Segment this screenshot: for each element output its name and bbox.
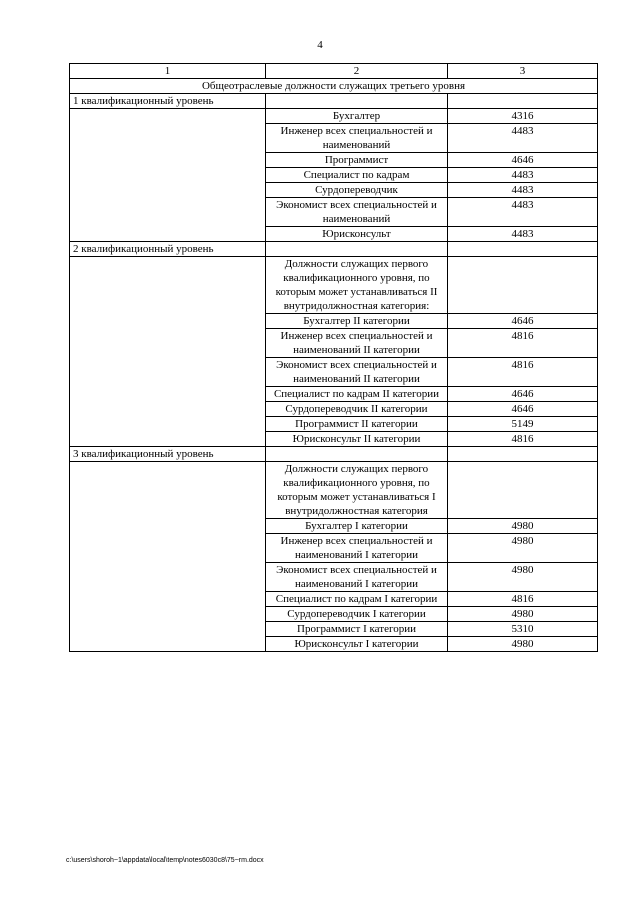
- section-row: [70, 79, 598, 94]
- position-name: Специалист по кадрам II категории: [266, 387, 448, 402]
- position-name: Программист I категории: [266, 622, 448, 637]
- empty-cell: [266, 447, 448, 462]
- position-name: Сурдопереводчик I категории: [266, 607, 448, 622]
- level-blank-cell: [70, 257, 266, 447]
- position-name: Должности служащих первого квалификационного уровня, по которым может устанавливаться II внутридолжностная категория:: [266, 257, 448, 314]
- salary-value: 4646: [448, 314, 598, 329]
- position-name: Инженер всех специальностей и наименований I категории: [266, 534, 448, 563]
- position-name: Юрисконсульт I категории: [266, 637, 448, 652]
- position-name: Сурдопереводчик: [266, 183, 448, 198]
- position-name: Юрисконсульт II категории: [266, 432, 448, 447]
- section-title: Общеотраслевые должности служащих третьего уровня: [70, 79, 598, 94]
- level-blank-cell: [70, 109, 266, 242]
- table-row: [70, 257, 598, 314]
- level-title: 3 квалификационный уровень: [70, 447, 266, 462]
- salary-value: 4646: [448, 153, 598, 168]
- salary-value: 4646: [448, 402, 598, 417]
- salary-value: 4980: [448, 607, 598, 622]
- file-path-footer: c:\users\shoroh~1\appdata\local\temp\notes6030c8\75~rm.docx: [66, 857, 264, 864]
- salary-value: [448, 462, 598, 519]
- salary-value: 4980: [448, 534, 598, 563]
- salary-value: 4980: [448, 563, 598, 592]
- position-name: Бухгалтер II категории: [266, 314, 448, 329]
- position-name: Экономист всех специальностей и наименований I категории: [266, 563, 448, 592]
- position-name: Инженер всех специальностей и наименований II категории: [266, 329, 448, 358]
- salary-value: 4646: [448, 387, 598, 402]
- salary-value: 4316: [448, 109, 598, 124]
- salary-value: 4980: [448, 519, 598, 534]
- position-name: Инженер всех специальностей и наименований: [266, 124, 448, 153]
- position-name: Бухгалтер I категории: [266, 519, 448, 534]
- salary-value: 4816: [448, 432, 598, 447]
- salary-value: 5310: [448, 622, 598, 637]
- position-name: Программист: [266, 153, 448, 168]
- empty-cell: [266, 94, 448, 109]
- position-name: Сурдопереводчик II категории: [266, 402, 448, 417]
- empty-cell: [448, 447, 598, 462]
- column-header-2: 2: [266, 64, 448, 79]
- empty-cell: [448, 94, 598, 109]
- salary-value: 4980: [448, 637, 598, 652]
- table-row: [70, 109, 598, 124]
- salary-table: [69, 63, 598, 652]
- level-title: 2 квалификационный уровень: [70, 242, 266, 257]
- position-name: Должности служащих первого квалификационного уровня, по которым может устанавливаться I внутридолжностная категория: [266, 462, 448, 519]
- header-row: [70, 64, 598, 79]
- salary-value: 4816: [448, 358, 598, 387]
- empty-cell: [448, 242, 598, 257]
- position-name: Программист II категории: [266, 417, 448, 432]
- salary-value: 4483: [448, 124, 598, 153]
- level-title: 1 квалификационный уровень: [70, 94, 266, 109]
- salary-value: 4483: [448, 227, 598, 242]
- salary-value: 5149: [448, 417, 598, 432]
- level-row: [70, 242, 598, 257]
- salary-value: 4483: [448, 183, 598, 198]
- position-name: Экономист всех специальностей и наименований II категории: [266, 358, 448, 387]
- position-name: Специалист по кадрам I категории: [266, 592, 448, 607]
- column-header-3: 3: [448, 64, 598, 79]
- empty-cell: [266, 242, 448, 257]
- salary-value: 4483: [448, 168, 598, 183]
- salary-value: 4483: [448, 198, 598, 227]
- salary-value: 4816: [448, 329, 598, 358]
- position-name: Экономист всех специальностей и наименований: [266, 198, 448, 227]
- salary-value: [448, 257, 598, 314]
- level-row: [70, 447, 598, 462]
- position-name: Бухгалтер: [266, 109, 448, 124]
- level-row: [70, 94, 598, 109]
- level-blank-cell: [70, 462, 266, 652]
- position-name: Специалист по кадрам: [266, 168, 448, 183]
- table-row: [70, 462, 598, 519]
- page-number: 4: [317, 39, 323, 51]
- salary-value: 4816: [448, 592, 598, 607]
- position-name: Юрисконсульт: [266, 227, 448, 242]
- column-header-1: 1: [70, 64, 266, 79]
